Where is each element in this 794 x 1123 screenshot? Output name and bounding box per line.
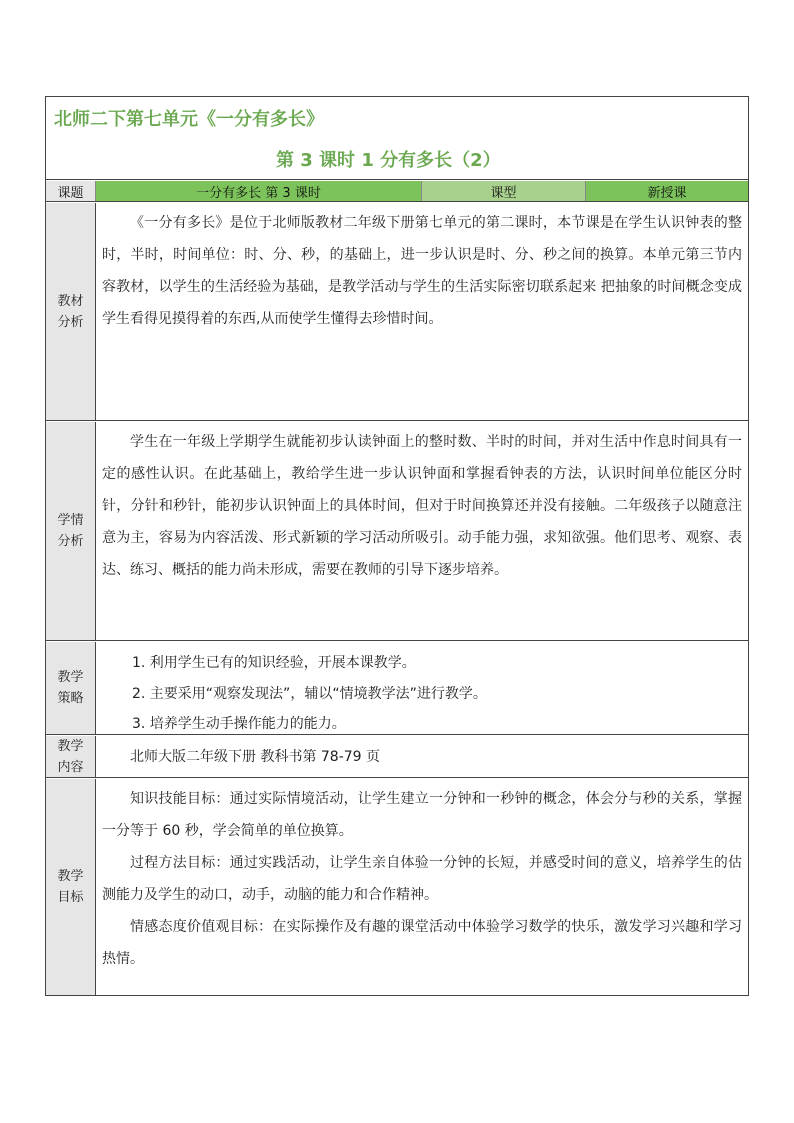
goal-paragraph: 过程方法目标：通过实践活动，让学生亲自体验一分钟的长短，并感受时间的意义，培养学生的估测能力及学生的动口，动手，动脑的能力和合作精神。 xyxy=(102,855,742,903)
topic-row xyxy=(46,181,748,202)
teaching-content-label-line2: 内容 xyxy=(57,759,84,775)
teaching-content-row xyxy=(46,736,748,778)
teaching-strategy-label-line2: 策略 xyxy=(57,691,84,706)
teaching-content-content xyxy=(96,736,748,777)
textbook-analysis-label-line2: 分析 xyxy=(57,314,84,330)
teaching-goals-label-line2: 目标 xyxy=(57,890,84,905)
teaching-goals-row xyxy=(46,779,748,995)
teaching-strategy-row xyxy=(46,642,748,735)
student-analysis-label xyxy=(46,422,96,640)
goal-paragraph: 情感态度价值观目标：在实际操作及有趣的课堂活动中体验学习数学的快乐，激发学习兴趣和学习热情。 xyxy=(102,919,742,967)
student-analysis-content xyxy=(96,422,748,640)
teaching-content-text: 北师大版二年级下册 教科书第 78-79 页 xyxy=(130,749,381,765)
teaching-content-label-line1: 教学 xyxy=(57,738,84,754)
student-analysis-label-line2: 分析 xyxy=(57,534,84,549)
lesson-type-value: 新授课 xyxy=(647,185,687,201)
lesson-plan-table xyxy=(45,96,749,996)
lesson-title: 第 3 课时 1 分有多长（2） xyxy=(46,142,748,180)
unit-title: 北师二下第七单元《一分有多长》 xyxy=(54,109,324,130)
textbook-analysis-text: 《一分有多长》是位于北师版教材二年级下册第七单元的第二课时，本节课是在学生认识钟表的整时，半时，时间单位：时、分、秒，的基础上，进一步认识是时、分、秒之间的换算。本单元第三节内容教材，以学生的生活经验为基础，是教学活动与学生的生活实际密切联系起来 把抽象的时间概念变成学生看得见摸得着的东西,从而使学生懂得去珍惜时间。 xyxy=(102,215,742,327)
textbook-analysis-row xyxy=(46,203,748,421)
goal-paragraph: 知识技能目标：通过实际情境活动，让学生建立一分钟和一秒钟的概念，体会分与秒的关系，掌握一分等于 60 秒，学会简单的单位换算。 xyxy=(102,791,742,839)
lesson-type-label: 课型 xyxy=(490,185,517,201)
teaching-strategy-content xyxy=(96,642,748,734)
strategy-item: 2. 主要采用“观察发现法”，辅以“情境教学法”进行教学。 xyxy=(132,685,487,702)
strategy-item: 3. 培养学生动手操作能力的能力。 xyxy=(132,716,346,732)
textbook-analysis-label-line1: 教材 xyxy=(57,293,84,309)
teaching-goals-label xyxy=(46,779,96,995)
topic-value-cell xyxy=(96,181,422,201)
teaching-content-label xyxy=(46,736,96,777)
student-analysis-text: 学生在一年级上学期学生就能初步认读钟面上的整时数、半时的时间，并对生活中作息时间具有一定的感性认识。在此基础上，教给学生进一步认识钟面和掌握看钟表的方法，认识时间单位能区分时针，分针和秒针，能初步认识钟面上的具体时间，但对于时间换算还并没有接触。二年级孩子以随意注意为主，容易为内容活泼、形式新颖的学习活动所吸引。动手能力强，求知欲强。他们思考、观察、表达、练习、概括的能力尚未形成，需要在教师的引导下逐步培养。 xyxy=(102,434,742,578)
teaching-goals-content xyxy=(96,779,748,995)
topic-label-text: 课题 xyxy=(57,185,84,201)
topic-value: 一分有多长 第 3 课时 xyxy=(196,185,321,201)
textbook-analysis-content xyxy=(96,203,748,420)
lesson-type-value-cell xyxy=(586,181,748,201)
student-analysis-row xyxy=(46,422,748,641)
teaching-strategy-label xyxy=(46,642,96,734)
textbook-analysis-label xyxy=(46,203,96,420)
lesson-type-label-cell xyxy=(422,181,586,201)
student-analysis-label-line1: 学情 xyxy=(57,513,84,528)
strategy-item: 1. 利用学生已有的知识经验，开展本课教学。 xyxy=(132,655,416,671)
topic-label xyxy=(46,181,96,201)
teaching-strategy-label-line1: 教学 xyxy=(57,670,84,685)
teaching-goals-label-line1: 教学 xyxy=(57,869,84,884)
